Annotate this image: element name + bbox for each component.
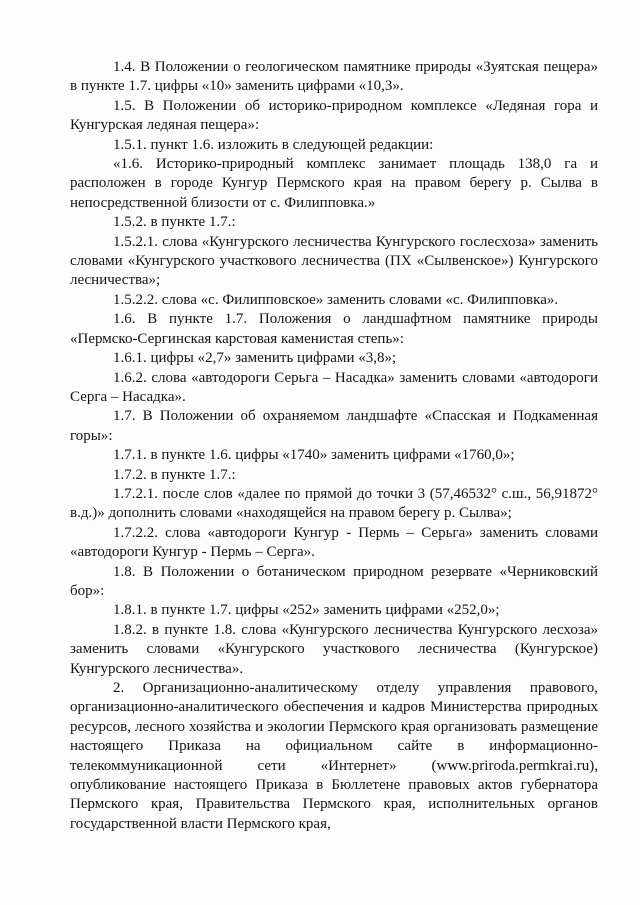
- document-paragraph: 1.5.1. пункт 1.6. изложить в следующей редакции:: [113, 136, 434, 153]
- document-paragraph: 1.6. В пункте 1.7. Положения о ландшафтном памятнике природы «Пермско-Сергинская карстовая каменистая степь»:: [70, 311, 598, 347]
- document-paragraph: 1.8.2. в пункте 1.8. слова «Кунгурского лесничества Кунгурского лесхоза» заменить словами «Кунгурского участкового лесничества (Кунгурское) Кунгурского лесничества».: [70, 621, 598, 677]
- document-paragraph: 1.8.1. в пункте 1.7. цифры «252» заменить цифрами «252,0»;: [113, 602, 500, 619]
- document-paragraph: 1.7.1. в пункте 1.6. цифры «1740» заменить цифрами «1760,0»;: [113, 447, 515, 464]
- document-paragraph: 1.6.2. слова «автодороги Серьга – Насадка» заменить словами «автодороги Серга – Насадка».: [70, 369, 598, 405]
- document-paragraph: 1.5. В Положении об историко-природном комплексе «Ледяная гора и Кунгурская ледяная пещера»:: [70, 97, 598, 134]
- document-paragraph: 1.5.2. в пункте 1.7.:: [113, 214, 236, 231]
- document-paragraph: 1.7. В Положении об охраняемом ландшафте «Спасская и Подкаменная горы»:: [70, 408, 598, 444]
- document-paragraph: 1.4. В Положении о геологическом памятнике природы «Зуятская пещера» в пункте 1.7. цифры «10» заменить цифрами «10,3».: [70, 59, 598, 95]
- document-paragraph: 1.6.1. цифры «2,7» заменить цифрами «3,8»;: [113, 350, 397, 367]
- document-paragraph: 1.7.2.1. после слов «далее по прямой до точки 3 (57,46532° с.ш., 56,91872° в.д.)» дополнить словами «находящейся на правом берегу р. Сылва»;: [70, 485, 598, 522]
- document-paragraph: 1.7.2. в пункте 1.7.:: [113, 466, 236, 483]
- document-paragraph: 1.7.2.2. слова «автодороги Кунгур - Пермь – Серьга» заменить словами «автодороги Кунгур - Пермь – Серга».: [70, 524, 598, 561]
- document-body: [70, 58, 598, 834]
- document-paragraph: 1.8. В Положении о ботаническом природном резервате «Черниковский бор»:: [70, 563, 598, 599]
- document-paragraph: 2. Организационно-аналитическому отделу управления правового, организационно-аналитического обеспечения и кадров Министерства природных ресурсов, лесного хозяйства и экологии Пермского края организовать размещение настоящего Приказа на официальном сайте в информационно-телекоммуникационной сети «Интернет» (www.priroda.permkrai.ru), опубликование настоящего Приказа в Бюллетене правовых актов губернатора Пермского края, Правительства Пермского края, исполнительных органов государственной власти Пермского края,: [70, 680, 598, 832]
- document-paragraph: «1.6. Историко-природный комплекс занимает площадь 138,0 га и расположен в городе Кунгур Пермского края на правом берегу р. Сылва в непосредственной близости от с. Филипповка.»: [70, 156, 598, 211]
- document-paragraph: 1.5.2.2. слова «с. Филипповское» заменить словами «с. Филипповка».: [113, 291, 559, 308]
- document-paragraph: 1.5.2.1. слова «Кунгурского лесничества Кунгурского гослесхоза» заменить словами «Кунгурского участкового лесничества (ПХ «Сылвенское») Кунгурского лесничества»;: [70, 233, 598, 289]
